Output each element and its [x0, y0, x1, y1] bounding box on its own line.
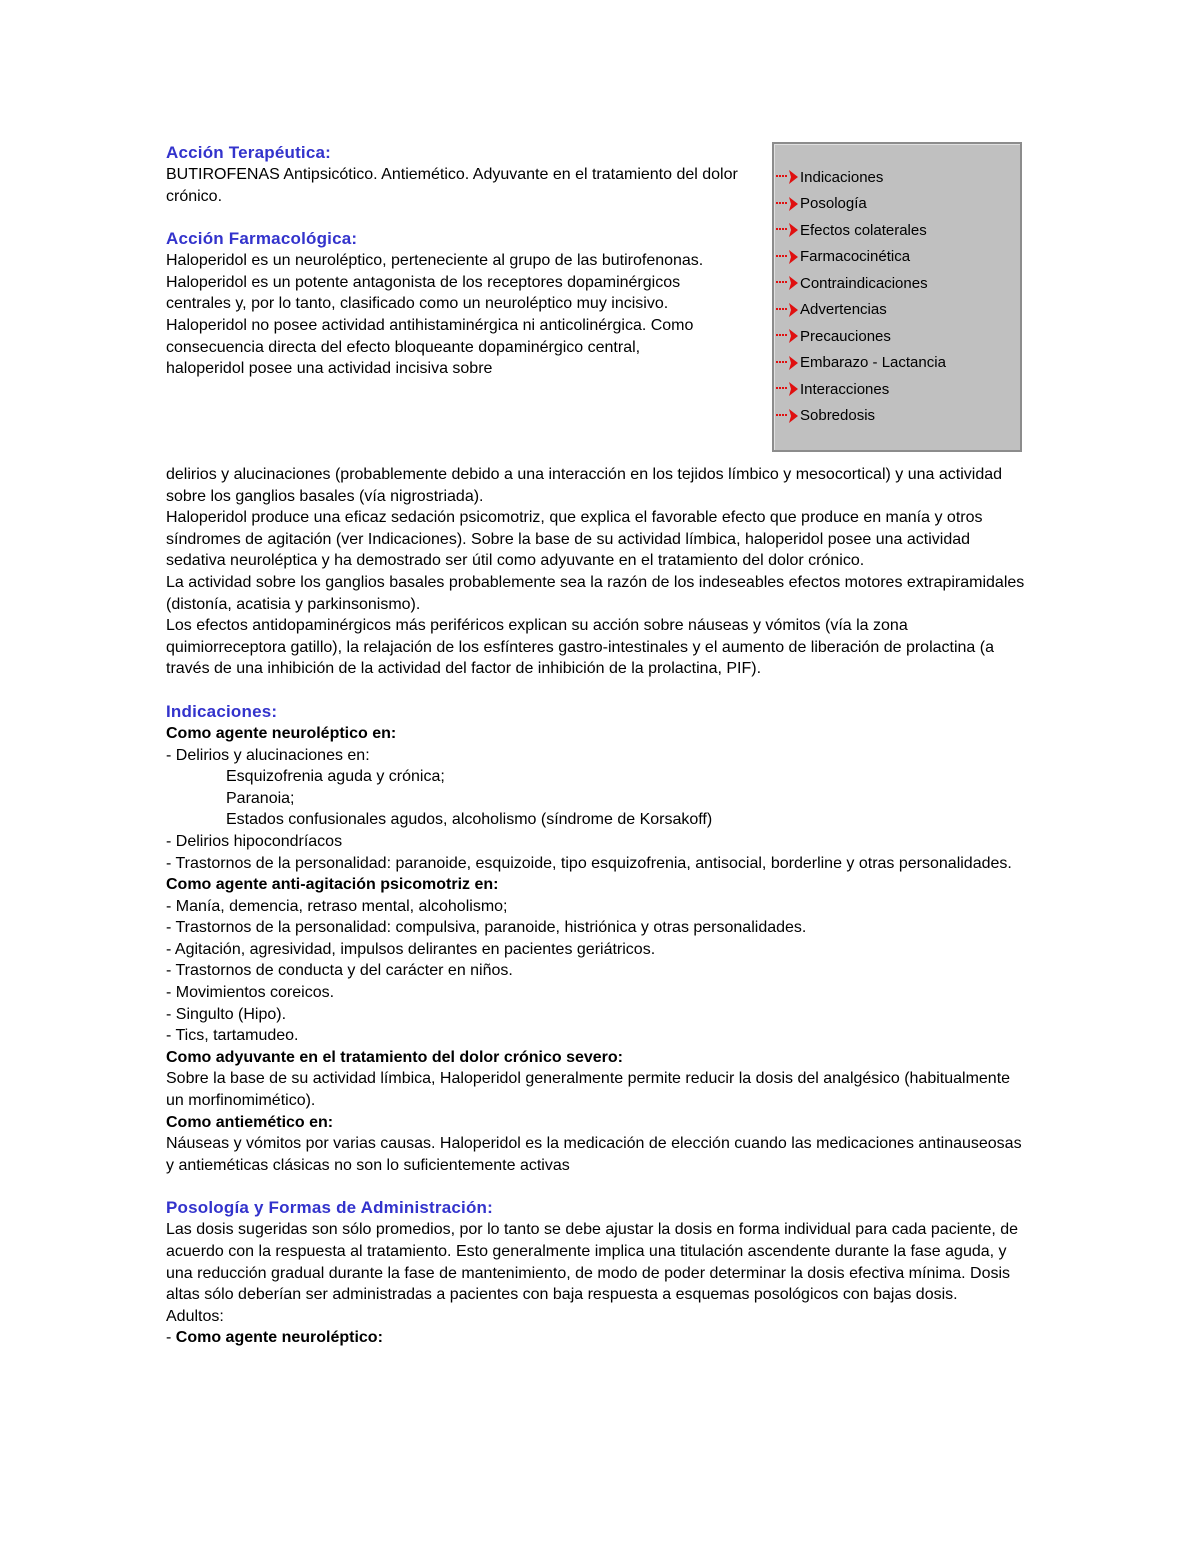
- list-item: - Delirios hipocondríacos: [166, 832, 343, 850]
- paragraph: Náuseas y vómitos por varias causas. Haloperidol es la medicación de elección cuando las medicaciones antinauseosas y antieméticas clásicas no son lo suficientemente activas: [166, 1135, 1022, 1174]
- paragraph: La actividad sobre los ganglios basales probablemente sea la razón de los indeseables efectos motores extrapiramidales (distonía, acatisia y parkinsonismo).: [166, 573, 1025, 613]
- list-item: - Trastornos de la personalidad: paranoide, esquizoide, tipo esquizofrenia, antisocial, borderline y otras personalidades.: [166, 854, 1012, 872]
- section-nav-box: [772, 142, 1022, 452]
- list-item: - Manía, demencia, retraso mental, alcoholismo;: [166, 897, 508, 915]
- text-line: Haloperidol es un potente antagonista de los receptores dopaminérgicos: [166, 273, 681, 291]
- heading-accion-farmacologica: Acción Farmacológica:: [166, 229, 358, 249]
- nav-link-label: Advertencias: [800, 301, 887, 319]
- nav-link-efectos-colaterales[interactable]: [774, 217, 1020, 244]
- adultos-label: Adultos:: [166, 1307, 224, 1325]
- arrow-right-icon: [774, 169, 800, 185]
- farmacologica-top-lines: [166, 250, 766, 380]
- dash: -: [166, 1329, 176, 1347]
- nav-link-label: Efectos colaterales: [800, 221, 927, 239]
- arrow-right-icon: [774, 302, 800, 318]
- subheading-anti-agitacion: Como agente anti-agitación psicomotriz en:: [166, 876, 499, 894]
- subheading-antiemetico: Como antiemético en:: [166, 1113, 334, 1131]
- nav-link-interacciones[interactable]: [774, 376, 1020, 403]
- text-line: Haloperidol es un neuroléptico, perteneciente al grupo de las butirofenonas.: [166, 252, 704, 270]
- list-item-indented: Esquizofrenia aguda y crónica;: [226, 768, 445, 786]
- nav-link-label: Precauciones: [800, 327, 891, 345]
- list-item: - Trastornos de la personalidad: compulsiva, paranoide, histriónica y otras personalidades.: [166, 919, 807, 937]
- subheading-neuroleptico: Como agente neuroléptico en:: [166, 724, 397, 742]
- nav-link-label: Posología: [800, 195, 867, 213]
- list-item: - Agitación, agresividad, impulsos delirantes en pacientes geriátricos.: [166, 940, 656, 958]
- paragraph: Sobre la base de su actividad límbica, Haloperidol generalmente permite reducir la dosis del analgésico (habitualmente un morfinomimético).: [166, 1070, 1011, 1110]
- heading-posologia: Posología y Formas de Administración:: [166, 1198, 493, 1218]
- text-line: centrales y, por lo tanto, clasificado como un neuroléptico muy incisivo.: [166, 295, 669, 313]
- nav-link-label: Interacciones: [800, 380, 890, 398]
- last-line: [166, 1327, 1028, 1349]
- arrow-right-icon: [774, 328, 800, 344]
- nav-link-advertencias[interactable]: [774, 297, 1020, 324]
- farmacologica-bottom: [166, 464, 1028, 680]
- nav-link-sobredosis[interactable]: [774, 403, 1020, 430]
- nav-link-embarazo-lactancia[interactable]: [774, 350, 1020, 377]
- paragraph: delirios y alucinaciones (probablemente debido a una interacción en los tejidos límbico y mesocortical) y una actividad sobre los ganglios basales (vía nigrostriada).: [166, 466, 1003, 505]
- nav-link-farmacocinética[interactable]: [774, 244, 1020, 271]
- arrow-right-icon: [774, 222, 800, 238]
- text-line: consecuencia directa del efecto bloqueante dopaminérgico central,: [166, 338, 641, 356]
- section-nav-list: [774, 144, 1020, 429]
- nav-link-label: Contraindicaciones: [800, 274, 928, 292]
- paragraph: Haloperidol produce una eficaz sedación psicomotriz, que explica el favorable efecto que produce en manía y otros síndromes de agitación (ver Indicaciones). Sobre la base de su actividad límbica, haloperidol posee una actividad sedativa neuroléptica y ha demostrado ser útil como adyuvante en el tratamiento del dolor crónico.: [166, 509, 983, 570]
- arrow-right-icon: [774, 275, 800, 291]
- paragraph: Los efectos antidopaminérgicos más periféricos explican su acción sobre náuseas y vómitos (vía la zona quimiorreceptora gatillo), la relajación de los esfínteres gastro-intestinales y el aumento de liberación de prolactina (a través de una inhibición de la actividad del factor de inhibición de la prolactina, PIF).: [166, 617, 994, 678]
- list-item: - Trastornos de conducta y del carácter en niños.: [166, 962, 513, 980]
- heading-accion-terapeutica: Acción Terapéutica:: [166, 143, 332, 162]
- document-page: [166, 142, 1028, 1349]
- list-item-indented: Paranoia;: [226, 789, 295, 807]
- subheading-neuroleptico-adultos: Como agente neuroléptico:: [175, 1329, 383, 1347]
- list-item: - Movimientos coreicos.: [166, 984, 335, 1002]
- arrow-right-icon: [774, 408, 800, 424]
- nav-link-precauciones[interactable]: [774, 323, 1020, 350]
- nav-link-posología[interactable]: [774, 191, 1020, 218]
- arrow-right-icon: [774, 355, 800, 371]
- paragraph: Las dosis sugeridas son sólo promedios, por lo tanto se debe ajustar la dosis en forma individual para cada paciente, de acuerdo con la respuesta al tratamiento. Esto generalmente implica una titulación ascendente durante la fase aguda, y una reducción gradual durante la fase de mantenimiento, de modo de poder determinar la dosis efectiva mínima. Dosis altas sólo deberían ser administradas a pacientes con baja respuesta a esquemas posológicos con bajas dosis.: [166, 1221, 1019, 1304]
- list-item: - Tics, tartamudeo.: [166, 1027, 299, 1045]
- text-line: Haloperidol no posee actividad antihistaminérgica ni anticolinérgica. Como: [166, 316, 694, 334]
- nav-link-label: Embarazo - Lactancia: [800, 354, 946, 372]
- nav-link-contraindicaciones[interactable]: [774, 270, 1020, 297]
- heading-indicaciones: Indicaciones:: [166, 701, 278, 721]
- subheading-dolor-cronico: Como adyuvante en el tratamiento del dolor crónico severo:: [166, 1048, 623, 1066]
- nav-link-label: Indicaciones: [800, 168, 884, 186]
- list-item: - Singulto (Hipo).: [166, 1005, 287, 1023]
- nav-link-indicaciones[interactable]: [774, 164, 1020, 191]
- arrow-right-icon: [774, 249, 800, 265]
- text-line: haloperidol posee una actividad incisiva sobre: [166, 360, 493, 378]
- list-item: - Delirios y alucinaciones en:: [166, 746, 370, 764]
- top-left-column: [166, 142, 766, 380]
- nav-link-label: Farmacocinética: [800, 248, 911, 266]
- list-item-indented: Estados confusionales agudos, alcoholismo (síndrome de Korsakoff): [226, 811, 713, 829]
- arrow-right-icon: [774, 381, 800, 397]
- nav-link-label: Sobredosis: [800, 407, 876, 425]
- top-area: [166, 142, 1028, 464]
- accion-terapeutica-text: BUTIROFENAS Antipsicótico. Antiemético. Adyuvante en el tratamiento del dolor crónico.: [166, 166, 738, 205]
- arrow-right-icon: [774, 196, 800, 212]
